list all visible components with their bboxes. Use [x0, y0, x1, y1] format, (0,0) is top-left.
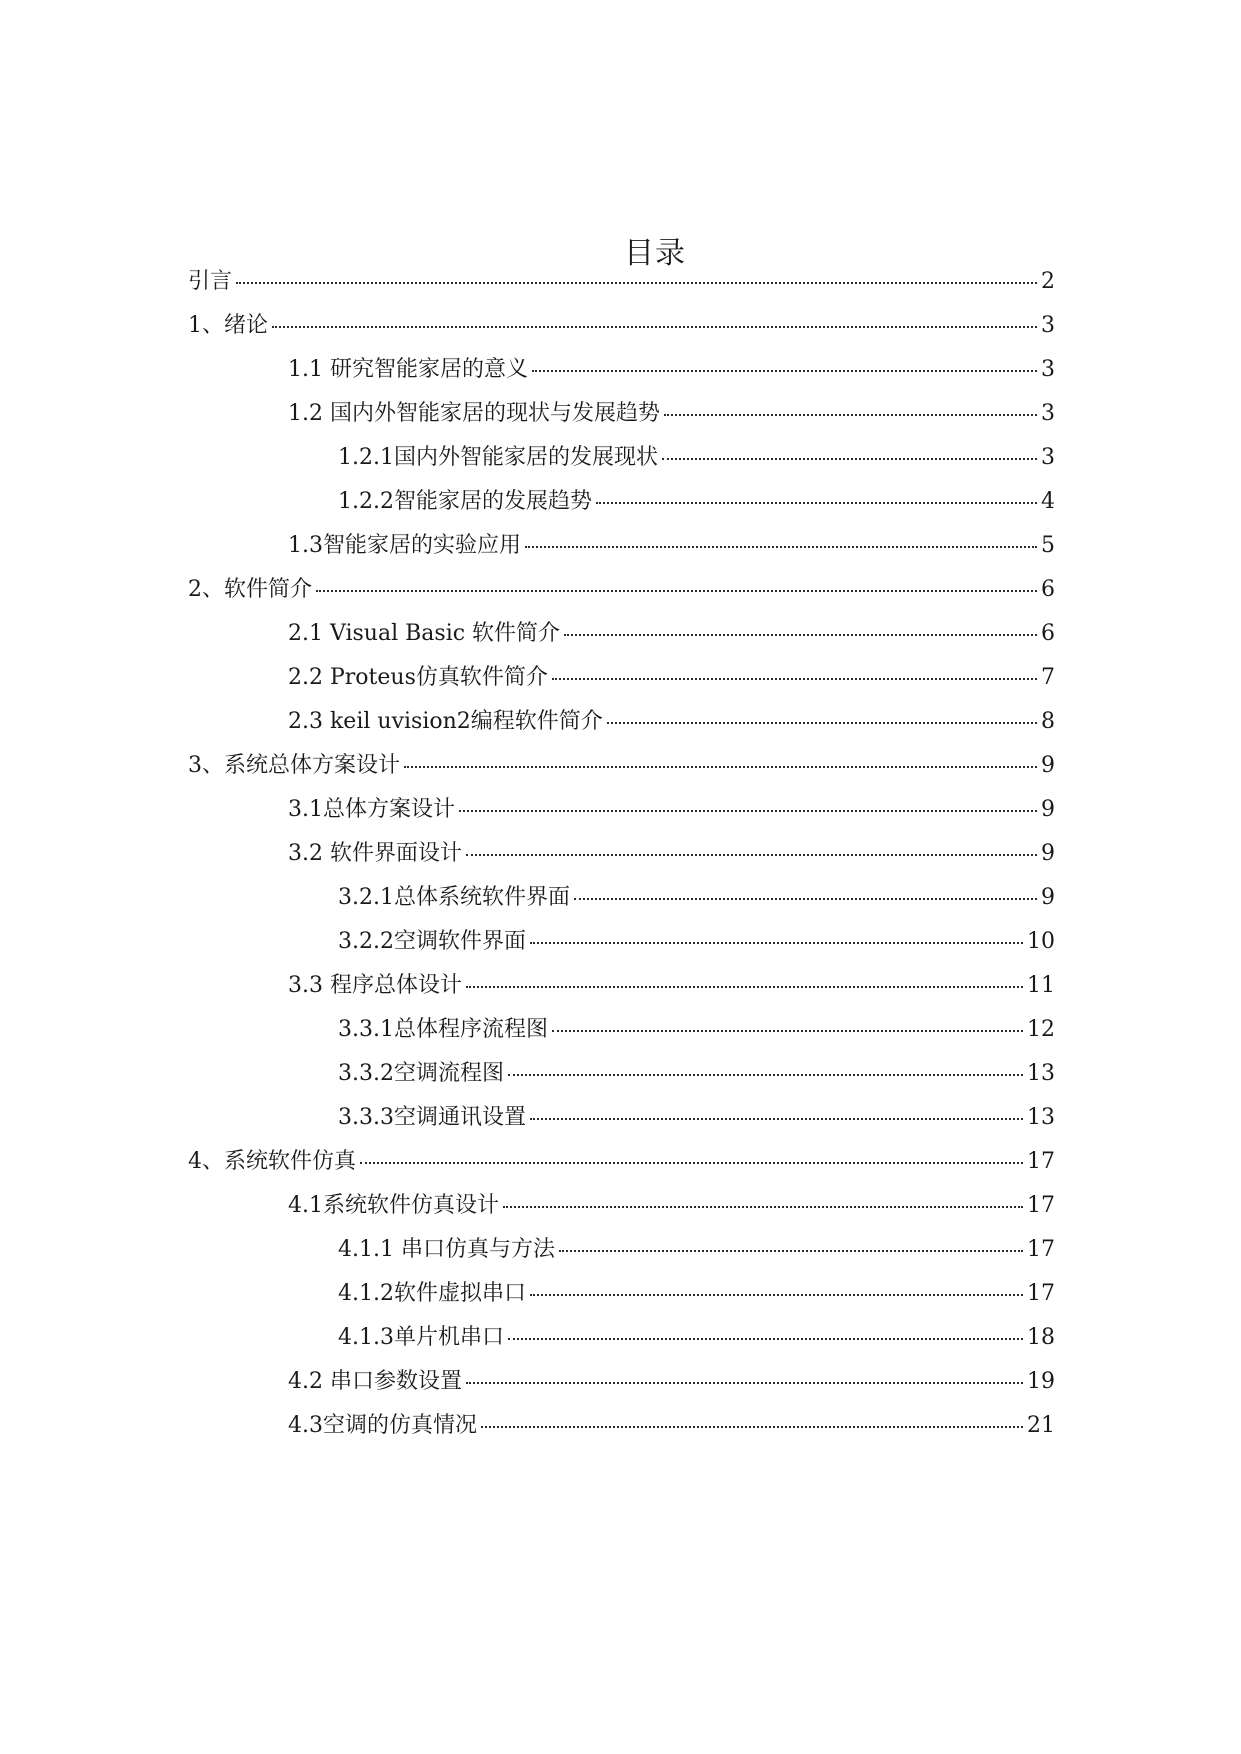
toc-entry-title: 4.2 串口参数设置 — [288, 1369, 462, 1394]
toc-page-number: 11 — [1027, 973, 1055, 998]
toc-entry-4-2[interactable] — [288, 1364, 1055, 1396]
toc-entry-4-1-2[interactable] — [338, 1276, 1055, 1308]
toc-dot-leader — [459, 788, 1037, 812]
toc-page-number: 10 — [1027, 929, 1055, 954]
toc-page-number: 7 — [1041, 665, 1055, 690]
toc-page-number: 5 — [1041, 533, 1055, 558]
toc-page-number: 13 — [1027, 1061, 1055, 1086]
toc-page-number: 8 — [1041, 709, 1055, 734]
page-title: 目录 — [624, 236, 686, 271]
toc-entry-title: 3.2.2空调软件界面 — [338, 929, 526, 954]
toc-dot-leader — [532, 348, 1037, 372]
toc-dot-leader — [574, 876, 1037, 900]
toc-page-number: 19 — [1027, 1369, 1055, 1394]
toc-entry-title: 4.1.1 串口仿真与方法 — [338, 1237, 555, 1262]
toc-entry-title: 4.3空调的仿真情况 — [288, 1413, 477, 1438]
toc-page-number: 21 — [1027, 1413, 1055, 1438]
toc-entry-1-3[interactable] — [288, 528, 1055, 560]
toc-dot-leader — [530, 1272, 1023, 1296]
toc-page-number: 12 — [1027, 1017, 1055, 1042]
toc-entry-title: 3.3 程序总体设计 — [288, 973, 462, 998]
toc-dot-leader — [596, 480, 1037, 504]
toc-page-number: 13 — [1027, 1105, 1055, 1130]
toc-entry-4-1-1[interactable] — [338, 1232, 1055, 1264]
toc-entry-title: 2、软件简介 — [188, 577, 312, 602]
toc-entry-title: 3.2 软件界面设计 — [288, 841, 462, 866]
toc-dot-leader — [404, 744, 1037, 768]
toc-entry-title: 3.2.1总体系统软件界面 — [338, 885, 570, 910]
toc-dot-leader — [316, 568, 1037, 592]
toc-page-number: 9 — [1041, 885, 1055, 910]
toc-page-number: 9 — [1041, 841, 1055, 866]
toc-entry-1-2[interactable] — [288, 396, 1055, 428]
toc-entry-4-3[interactable] — [288, 1408, 1055, 1440]
toc-entry-chapter-3[interactable] — [188, 748, 1055, 780]
toc-page-number: 17 — [1027, 1281, 1055, 1306]
toc-dot-leader — [508, 1052, 1023, 1076]
toc-page-number: 6 — [1041, 621, 1055, 646]
toc-entry-2-2[interactable] — [288, 660, 1055, 692]
toc-entry-title: 1.2.2智能家居的发展趋势 — [338, 489, 592, 514]
toc-page-number: 4 — [1041, 489, 1055, 514]
toc-entry-title: 1、绪论 — [188, 313, 268, 338]
toc-entry-chapter-1[interactable] — [188, 308, 1055, 340]
toc-entry-title: 3.3.3空调通讯设置 — [338, 1105, 526, 1130]
toc-entry-1-2-2[interactable] — [338, 484, 1055, 516]
toc-page-number: 18 — [1027, 1325, 1055, 1350]
toc-entry-3-2-1[interactable] — [338, 880, 1055, 912]
toc-dot-leader — [272, 304, 1037, 328]
toc-page-number: 9 — [1041, 797, 1055, 822]
toc-entry-1-2-1[interactable] — [338, 440, 1055, 472]
toc-dot-leader — [662, 436, 1037, 460]
toc-dot-leader — [552, 1008, 1023, 1032]
toc-dot-leader — [564, 612, 1037, 636]
toc-dot-leader — [466, 964, 1023, 988]
toc-entry-title: 4.1系统软件仿真设计 — [288, 1193, 499, 1218]
toc-dot-leader — [525, 524, 1037, 548]
toc-page-number: 17 — [1027, 1237, 1055, 1262]
toc-page-number: 9 — [1041, 753, 1055, 778]
toc-page-number: 3 — [1041, 401, 1055, 426]
toc-entry-3-2-2[interactable] — [338, 924, 1055, 956]
toc-page-number: 17 — [1027, 1149, 1055, 1174]
toc-entry-title: 1.1 研究智能家居的意义 — [288, 357, 528, 382]
toc-entry-title: 1.3智能家居的实验应用 — [288, 533, 521, 558]
toc-dot-leader — [530, 920, 1023, 944]
toc-entry-2-1[interactable] — [288, 616, 1055, 648]
toc-dot-leader — [503, 1184, 1023, 1208]
toc-entry-title: 2.1 Visual Basic 软件简介 — [288, 621, 561, 646]
toc-entry-3-3[interactable] — [288, 968, 1055, 1000]
toc-entry-title: 1.2 国内外智能家居的现状与发展趋势 — [288, 401, 660, 426]
toc-entry-title: 3.3.1总体程序流程图 — [338, 1017, 548, 1042]
toc-page-number: 3 — [1041, 357, 1055, 382]
toc-dot-leader — [481, 1404, 1023, 1428]
toc-dot-leader — [508, 1316, 1023, 1340]
toc-entry-title: 2.3 keil uvision2编程软件简介 — [288, 709, 603, 734]
toc-entry-title: 2.2 Proteus仿真软件简介 — [288, 665, 548, 690]
toc-dot-leader — [530, 1096, 1023, 1120]
toc-entry-title: 4.1.3单片机串口 — [338, 1325, 504, 1350]
toc-entry-1-1[interactable] — [288, 352, 1055, 384]
toc-dot-leader — [360, 1140, 1023, 1164]
toc-entry-3-1[interactable] — [288, 792, 1055, 824]
toc-entry-4-1[interactable] — [288, 1188, 1055, 1220]
toc-dot-leader — [236, 260, 1037, 284]
toc-entry-preface[interactable] — [188, 264, 1055, 296]
toc-entry-title: 引言 — [188, 269, 233, 294]
toc-entry-4-1-3[interactable] — [338, 1320, 1055, 1352]
toc-page-number: 6 — [1041, 577, 1055, 602]
toc-entry-title: 3.1总体方案设计 — [288, 797, 455, 822]
toc-dot-leader — [664, 392, 1037, 416]
toc-entry-title: 3.3.2空调流程图 — [338, 1061, 504, 1086]
toc-entry-chapter-4[interactable] — [188, 1144, 1055, 1176]
toc-entry-title: 4.1.2软件虚拟串口 — [338, 1281, 526, 1306]
toc-dot-leader — [559, 1228, 1023, 1252]
toc-entry-3-2[interactable] — [288, 836, 1055, 868]
toc-entry-title: 4、系统软件仿真 — [188, 1149, 356, 1174]
toc-dot-leader — [552, 656, 1037, 680]
toc-page-number: 2 — [1041, 269, 1055, 294]
toc-dot-leader — [466, 832, 1037, 856]
toc-entry-chapter-2[interactable] — [188, 572, 1055, 604]
toc-entry-title: 1.2.1国内外智能家居的发展现状 — [338, 445, 658, 470]
toc-entry-3-3-2[interactable] — [338, 1056, 1055, 1088]
toc-page-number: 3 — [1041, 313, 1055, 338]
toc-page-number: 3 — [1041, 445, 1055, 470]
toc-dot-leader — [466, 1360, 1023, 1384]
toc-dot-leader — [607, 700, 1037, 724]
toc-entry-3-3-1[interactable] — [338, 1012, 1055, 1044]
toc-entry-2-3[interactable] — [288, 704, 1055, 736]
toc-entry-3-3-3[interactable] — [338, 1100, 1055, 1132]
toc-entry-title: 3、系统总体方案设计 — [188, 753, 400, 778]
toc-page-number: 17 — [1027, 1193, 1055, 1218]
